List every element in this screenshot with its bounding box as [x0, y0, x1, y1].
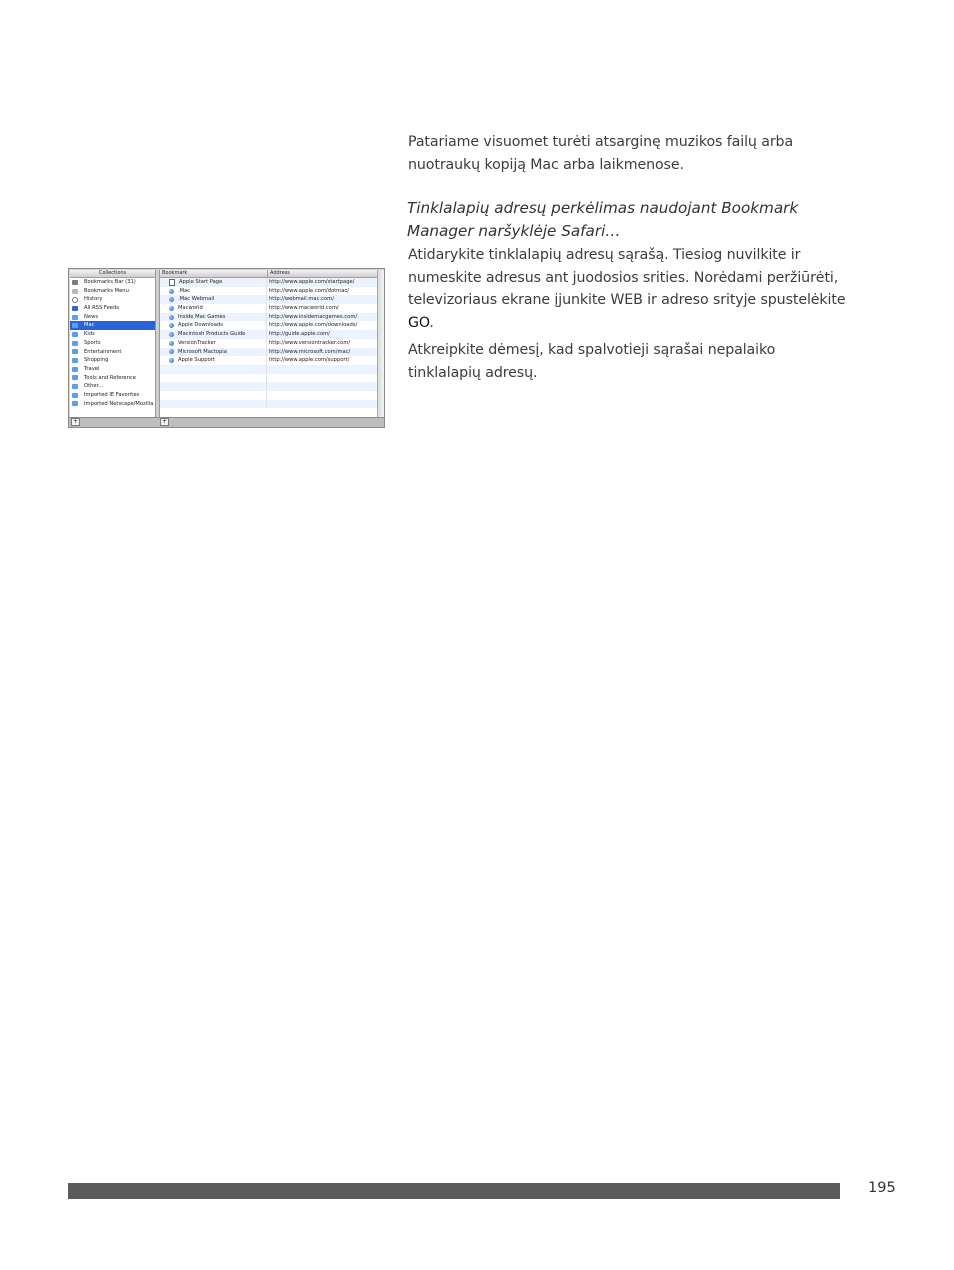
empty-cell — [160, 391, 267, 400]
instructions-paragraph — [408, 244, 848, 334]
globe-icon — [169, 358, 174, 363]
collection-item[interactable] — [70, 287, 155, 296]
collection-item[interactable] — [70, 382, 155, 391]
bookmark-name: .Mac Webmail — [178, 296, 215, 303]
collection-label: All RSS Feeds — [84, 305, 119, 312]
collection-label: Entertainment — [84, 348, 122, 355]
bookmark-address: http://www.versiontracker.com/ — [269, 339, 351, 346]
globe-icon — [169, 323, 174, 328]
bookmark-name: Apple Support — [178, 357, 215, 364]
collections-list — [70, 278, 155, 408]
bookmark-name: Apple Downloads — [178, 322, 223, 329]
bookmark-name: .Mac — [178, 287, 191, 294]
footer-bar — [68, 1183, 840, 1199]
globe-icon — [169, 315, 174, 320]
collection-label: Kids — [84, 331, 95, 338]
bookmark-name-cell — [160, 304, 267, 313]
empty-row — [160, 391, 380, 400]
column-header-address[interactable]: Address — [270, 270, 290, 276]
collection-item[interactable] — [70, 339, 155, 348]
globe-icon — [169, 297, 174, 302]
collection-label: Other... — [84, 383, 104, 390]
globe-icon — [169, 332, 174, 337]
collections-header: Collections — [70, 270, 155, 278]
empty-cell — [160, 374, 267, 383]
empty-row — [160, 374, 380, 383]
folder-icon — [72, 393, 78, 398]
vertical-scrollbar[interactable] — [377, 270, 384, 418]
bookmark-name: Macworld — [178, 305, 203, 312]
collection-item[interactable] — [70, 374, 155, 383]
bookmarks-header — [160, 270, 380, 278]
globe-icon — [169, 306, 174, 311]
globe-icon — [169, 289, 174, 294]
collection-item[interactable] — [70, 321, 155, 330]
note-paragraph — [408, 339, 848, 384]
add-bookmark-button[interactable]: + — [161, 418, 168, 425]
collection-item[interactable] — [70, 313, 155, 322]
empty-cell — [160, 382, 267, 391]
go-keyword: GO — [408, 314, 430, 331]
bookmark-row[interactable] — [160, 313, 380, 322]
collection-label: Bookmarks Menu — [84, 287, 129, 294]
collection-item[interactable] — [70, 330, 155, 339]
collection-item[interactable] — [70, 304, 155, 313]
bookmark-name: Macintosh Products Guide — [178, 331, 246, 338]
collection-label: Shopping — [84, 357, 109, 364]
bookmarks-bar-icon — [72, 280, 78, 285]
rss-icon — [72, 306, 78, 311]
folder-icon — [72, 341, 78, 346]
folder-icon — [72, 384, 78, 389]
globe-icon — [169, 341, 174, 346]
collection-item[interactable] — [70, 348, 155, 357]
collection-label: Mac — [84, 322, 95, 329]
folder-icon — [72, 401, 78, 406]
intro-text: Patariame visuomet turėti atsarginę muzikos failų arba nuotraukų kopiją Mac arba laikmenose. — [408, 134, 794, 173]
folder-icon — [72, 323, 78, 328]
bookmark-name-cell — [160, 278, 267, 287]
folder-icon — [72, 332, 78, 337]
bookmark-address: http://www.apple.com/dotmac/ — [269, 287, 349, 294]
bookmark-name-cell — [160, 313, 267, 322]
bookmark-address: http://www.insidemacgames.com/ — [269, 313, 358, 320]
bookmark-name-cell — [160, 330, 267, 339]
bookmark-name: Inside Mac Games — [178, 313, 226, 320]
bookmark-address: http://guide.apple.com/ — [269, 331, 330, 338]
page-number: 195 — [868, 1180, 896, 1196]
collection-label: Imported IE Favorites — [84, 391, 140, 398]
bookmark-row[interactable] — [160, 339, 380, 348]
bookmark-row[interactable] — [160, 295, 380, 304]
bookmark-address: http://www.macworld.com/ — [269, 305, 339, 312]
bookmark-name-cell — [160, 339, 267, 348]
instructions-text: Atidarykite tinklalapių adresų sąrašą. Tiesiog nuvilkite ir numeskite adresus ant juodosios srities. Norėdami peržiūrėti, televizoriaus ekrane įjunkite WEB ir adreso srityje spustelėkite — [408, 247, 846, 308]
collection-label: Bookmarks Bar (31) — [84, 279, 136, 285]
collection-item[interactable] — [70, 356, 155, 365]
bookmark-name-cell — [160, 356, 267, 365]
bookmark-row[interactable] — [160, 348, 380, 357]
collection-item[interactable] — [70, 400, 155, 409]
bookmark-row[interactable] — [160, 321, 380, 330]
collection-label: News — [84, 313, 99, 320]
collection-item[interactable] — [70, 295, 155, 304]
history-icon — [72, 297, 78, 303]
collection-label: Sports — [84, 339, 101, 346]
bottom-bar — [69, 417, 384, 427]
folder-icon — [72, 375, 78, 380]
bookmark-address: http://www.apple.com/downloads/ — [269, 322, 358, 329]
bookmark-name-cell — [160, 348, 267, 357]
bookmark-manager-screenshot — [68, 268, 385, 428]
bookmark-row[interactable] — [160, 287, 380, 296]
bookmark-row[interactable] — [160, 330, 380, 339]
collection-item[interactable] — [70, 365, 155, 374]
bookmark-row[interactable] — [160, 356, 380, 365]
add-collection-button[interactable]: + — [72, 418, 79, 425]
column-header-bookmark[interactable]: Bookmark — [160, 270, 268, 277]
folder-icon — [72, 315, 78, 320]
page-icon — [169, 279, 175, 286]
collection-label: Imported Netscape/Mozilla — [84, 400, 154, 407]
bookmarks-menu-icon — [72, 289, 78, 294]
bookmark-name-cell — [160, 295, 267, 304]
intro-paragraph — [408, 131, 848, 176]
bookmarks-list — [160, 278, 380, 408]
bookmarks-pane — [159, 270, 380, 418]
section-heading: Tinklalapių adresų perkėlimas naudojant Bookmark Manager naršyklėje Safari… — [407, 199, 799, 240]
note-text: Atkreipkite dėmesį, kad spalvotieji sąrašai nepalaiko tinklalapių adresų. — [408, 342, 776, 381]
bookmark-address: http://webmail.mac.com/ — [269, 296, 334, 303]
bookmark-row[interactable] — [160, 278, 380, 287]
bookmark-address: http://www.apple.com/startpage/ — [269, 279, 355, 285]
empty-row — [160, 400, 380, 409]
collections-pane — [70, 270, 156, 418]
empty-row — [160, 365, 380, 374]
bookmark-address: http://www.apple.com/support/ — [269, 357, 350, 364]
bookmark-name-cell — [160, 321, 267, 330]
instructions-end: . — [429, 314, 434, 331]
bookmark-name-cell — [160, 287, 267, 296]
empty-cell — [160, 365, 267, 374]
collection-label: History — [84, 296, 103, 303]
bookmark-address: http://www.microsoft.com/mac/ — [269, 348, 351, 355]
globe-icon — [169, 349, 174, 354]
collection-item[interactable] — [70, 278, 155, 287]
folder-icon — [72, 349, 78, 354]
bookmark-name: Microsoft Mactopia — [178, 348, 227, 355]
bookmark-name: Apple Start Page — [179, 279, 223, 285]
empty-row — [160, 382, 380, 391]
collection-item[interactable] — [70, 391, 155, 400]
bookmark-row[interactable] — [160, 304, 380, 313]
collection-label: Travel — [84, 365, 100, 372]
empty-cell — [160, 400, 267, 409]
folder-icon — [72, 367, 78, 372]
bookmark-name: VersionTracker — [178, 339, 216, 346]
collection-label: Tools and Reference — [84, 374, 136, 381]
folder-icon — [72, 358, 78, 363]
